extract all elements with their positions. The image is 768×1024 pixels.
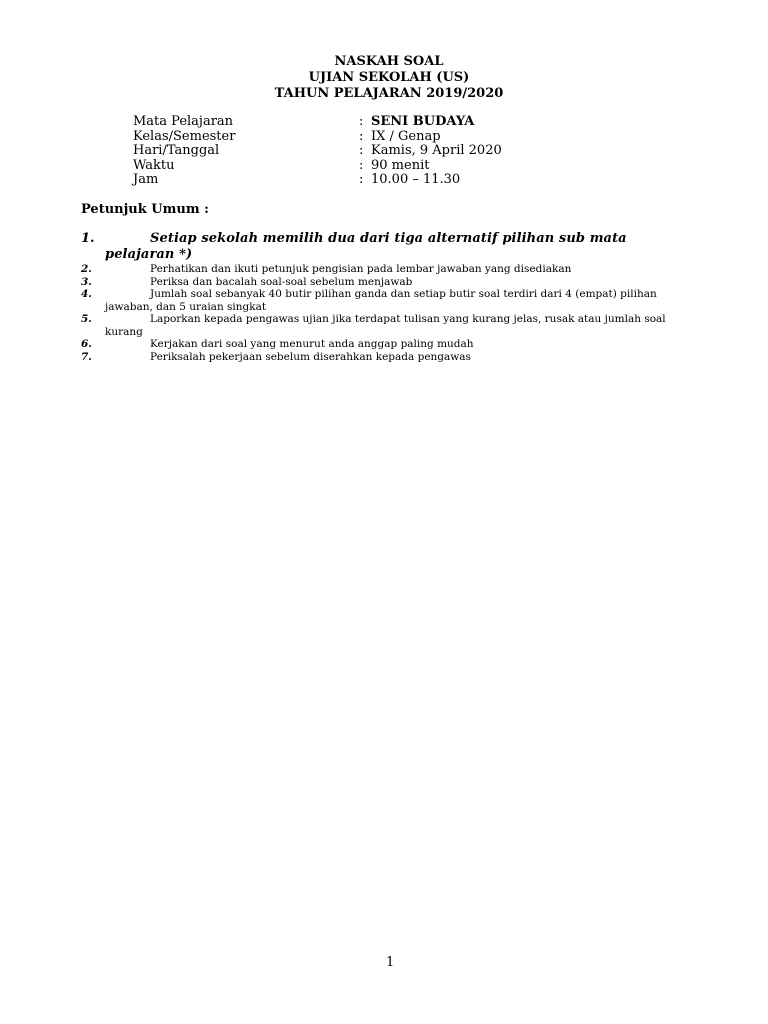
info-value-class: IX / Genap <box>371 128 441 144</box>
instruction-number: 3. <box>81 275 92 288</box>
heading-title: NASKAH SOAL <box>334 54 444 69</box>
instructions-list <box>81 231 691 363</box>
info-row-class <box>133 130 633 145</box>
instruction-number: 5. <box>81 313 92 325</box>
instruction-text: Jumlah soal sebanyak 40 butir pilihan ganda dan setiap butir soal terdiri dari 4 (empat) pilihan jawaban, dan 5 uraian singkat <box>105 288 657 313</box>
page-number: 1 <box>386 955 395 970</box>
heading-exam-name: UJIAN SEKOLAH (US) <box>308 70 470 85</box>
instruction-item <box>81 263 691 276</box>
info-label: Mata Pelajaran <box>133 114 234 129</box>
instruction-item <box>81 351 691 364</box>
instruction-item <box>81 276 691 289</box>
instruction-item <box>81 231 691 263</box>
info-value-date: Kamis, 9 April 2020 <box>371 143 502 158</box>
info-value-duration: 90 menit <box>371 157 430 173</box>
instruction-text: Kerjakan dari soal yang menurut anda anggap paling mudah <box>150 338 474 350</box>
info-label: Waktu <box>133 157 175 173</box>
instruction-number: 6. <box>81 338 92 350</box>
instruction-text: Setiap sekolah memilih dua dari tiga alternatif pilihan sub mata pelajaran *) <box>105 231 627 262</box>
info-label: Jam <box>133 172 159 187</box>
info-colon: : <box>359 128 364 144</box>
instruction-number: 2. <box>81 263 92 275</box>
instruction-number: 1. <box>81 231 95 246</box>
instruction-number: 4. <box>81 288 92 300</box>
info-row-subject <box>133 115 633 130</box>
heading-academic-year: TAHUN PELAJARAN 2019/2020 <box>274 86 504 101</box>
instruction-text: Perhatikan dan ikuti petunjuk pengisian pada lembar jawaban yang disediakan <box>150 263 572 275</box>
exam-info-table <box>133 115 633 188</box>
instruction-text: Laporkan kepada pengawas ujian jika terdapat tulisan yang kurang jelas, rusak atau jumlah soal kurang <box>105 313 666 338</box>
info-value-subject: SENI BUDAYA <box>371 114 475 129</box>
info-row-time <box>133 173 633 188</box>
info-colon: : <box>359 114 364 129</box>
info-colon: : <box>359 172 364 187</box>
instruction-text: Periksalah pekerjaan sebelum diserahkan kepada pengawas <box>150 350 471 363</box>
info-value-time: 10.00 – 11.30 <box>371 172 461 187</box>
info-row-duration <box>133 159 633 174</box>
info-label: Hari/Tanggal <box>133 143 220 158</box>
instruction-item <box>81 313 691 338</box>
info-row-date <box>133 144 633 159</box>
instruction-number: 7. <box>81 350 92 363</box>
info-colon: : <box>359 157 364 173</box>
instruction-item <box>81 288 691 313</box>
info-label: Kelas/Semester <box>133 128 236 144</box>
info-colon: : <box>359 143 364 158</box>
instruction-item <box>81 338 691 351</box>
instruction-text: Periksa dan bacalah soal-soal sebelum menjawab <box>150 275 413 288</box>
general-instructions-title: Petunjuk Umum : <box>81 202 209 217</box>
document-heading <box>0 54 768 102</box>
